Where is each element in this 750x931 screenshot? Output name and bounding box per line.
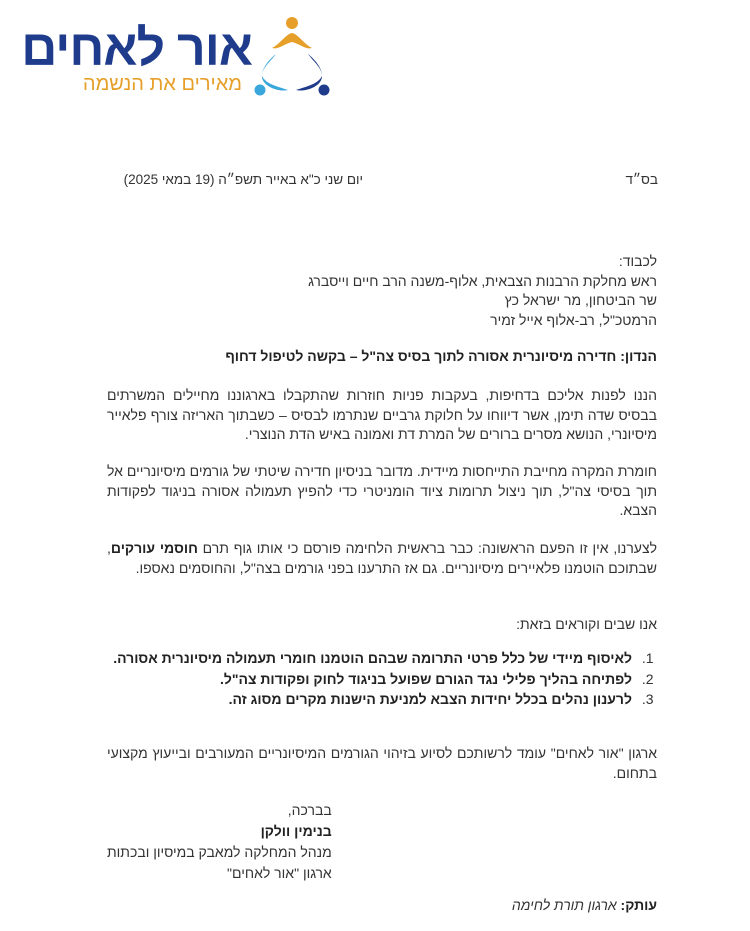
signature-block [107,800,332,884]
bsd-mark: בס״ד [625,172,658,187]
signature-name: בנימין וולקן [260,823,332,839]
signature-org: ארגון "אור לאחים" [227,865,332,881]
signature-role: מנהל המחלקה למאבק במיסיון ובכתות [107,844,332,860]
copy-line [512,897,657,913]
body-paragraph-1: הננו לפנות אליכם בדחיפות, בעקבות פניות חוזרות שהתקבלו בארגוננו מחיילים המשרתים בבסיס שדה תימן, אשר דיווחו על חלוקת גרביים שנתרמו לבסיס – כשבתוך האריזה צורף פלאייר מיסיונרי, הנושא מסרים ברורים של המרת דת ואמונה באיש הדת הנוצרי. [107,387,657,442]
logo-title: אור לאחים [21,20,252,76]
request-item: 2. לפתיחה בהליך פלילי נגד הגורם שפועל בניגוד לחוק ופקודות צה"ל. [108,669,638,690]
recipients-block [237,252,657,330]
recipient-line: ראש מחלקת הרבנות הצבאית, אלוף-משנה הרב חיים וייסברג [308,272,657,289]
subject-text: הנדון: חדירה מיסיונרית אסורה לתוך בסיס צה"ל – בקשה לטיפול דחוף [225,348,657,364]
signature-greeting: בברכה, [287,802,332,818]
copy-label: עותק: [620,897,657,913]
p3-bold-term: חוסמי עורקים [110,540,198,556]
closing-paragraph: ארגון "אור לאחים" עומד לרשותכם לסיוע בזיהוי הגורמים המיסיונריים המעורבים ובייעוץ מקצועי בתחום. [107,745,657,781]
request-item: 3. לרענון נהלים בכלל יחידות הצבא למניעת הישנות מקרים מסוג זה. [108,689,638,710]
body-paragraph-2: חומרת המקרה מחייבת התייחסות מיידית. מדובר בניסיון חדירה שיטתי של גורמים מיסיונריים אל תוך בסיסי צה"ל, תוך ניצול תרומות ציוד הומניטרי כדי להפיץ תעמולה אסורה בניגוד לפקודות הצבא. [107,463,657,518]
letter-date: יום שני כ"א באייר תשפ״ה (19 במאי 2025) [123,172,363,187]
header-row [110,172,658,192]
requests-list [108,648,660,710]
logo-tagline: מאירים את הנשמה [82,73,242,95]
p3-text-end: , שבתוכם הוטמנו פלאיירים מיסיונריים. גם אז התרענו בפני גורמים בצה"ל, והחוסמים נאספו. [107,540,657,576]
subject-line [97,347,657,367]
body-paragraph-3 [107,539,657,578]
request-item: 1. לאיסוף מיידי של כלל פרטי התרומה שבהם הוטמנו חומרי תעמולה מיסיונרית אסורה. [108,648,638,669]
call-intro: אנו שבים וקוראים בזאת: [516,616,657,632]
recipients-label: לכבוד: [618,253,657,269]
recipient-line: שר הביטחון, מר ישראל כץ [504,292,657,308]
recipient-line: הרמטכ"ל, רב-אלוף אייל זמיר [490,311,657,328]
org-logo [22,14,332,100]
copy-recipient: ארגון תורת לחימה [511,897,617,913]
p3-text-start: לצערנו, אין זו הפעם הראשונה: כבר בראשית הלחימה פורסם כי אותו גוף תרם [197,540,657,556]
triangle-figures-icon [252,14,332,98]
